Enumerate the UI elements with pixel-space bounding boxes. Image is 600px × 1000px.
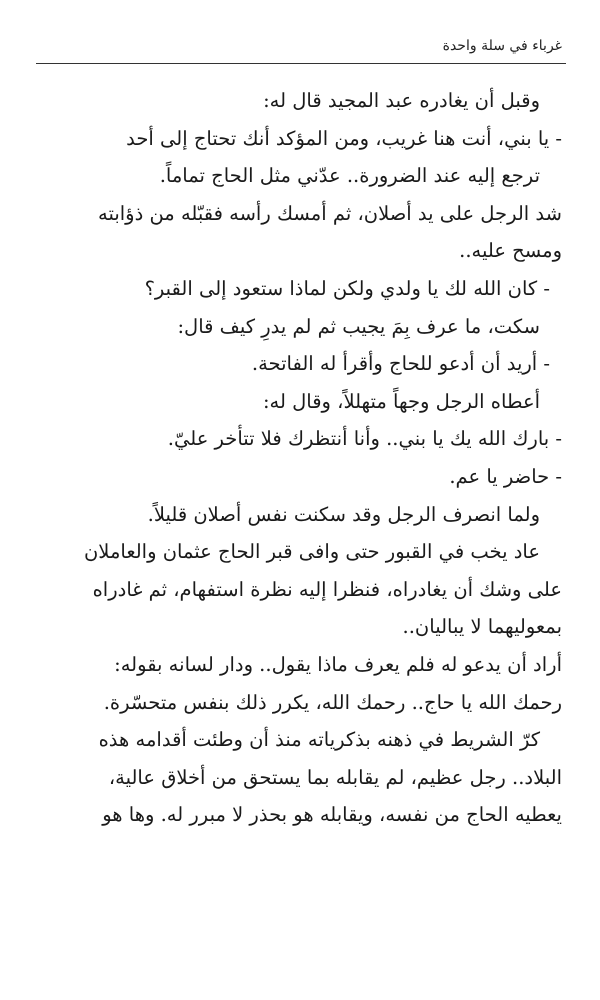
header-rule xyxy=(36,63,566,64)
running-head: غرباء في سلة واحدة xyxy=(442,38,562,54)
text-line: وقبل أن يغادره عبد المجيد قال له: xyxy=(263,89,540,112)
text-line: يعطيه الحاج من نفسه، ويقابله هو بحذر لا مبرر له. وها هو xyxy=(102,803,562,827)
text-line: أعطاه الرجل وجهاً متهللاً، وقال له: xyxy=(262,389,540,413)
text-line: - يا بني، أنت هنا غريب، ومن المؤكد أنك تحتاج إلى أحد xyxy=(126,126,562,150)
text-line: على وشك أن يغادراه، فنظرا إليه نظرة استفهام، ثم غادراه xyxy=(92,577,562,601)
text-line: ترجع إليه عند الضرورة.. عدّني مثل الحاج تماماً. xyxy=(159,164,540,188)
text-line: - بارك الله يك يا بني.. وأنا أنتظرك فلا تتأخر عليّ. xyxy=(167,427,562,451)
text-line: رحمك الله يا حاج.. رحمك الله، يكرر ذلك بنفس متحسّرة. xyxy=(103,690,562,714)
text-line: ومسح عليه.. xyxy=(459,239,562,263)
text-line: بمعوليهما لا يباليان.. xyxy=(402,615,562,639)
text-line: - أريد أن أدعو للحاج وأقرأ له الفاتحة. xyxy=(251,352,550,376)
text-line: ولما انصرف الرجل وقد سكنت نفس أصلان قليلاً. xyxy=(147,502,540,526)
body-text xyxy=(36,82,562,834)
text-line: عاد يخب في القبور حتى وافى قبر الحاج عثمان والعاملان xyxy=(83,540,540,564)
text-line: - حاضر يا عم. xyxy=(449,464,562,488)
text-line: أراد أن يدعو له فلم يعرف ماذا يقول.. ودار لسانه بقوله: xyxy=(114,652,562,676)
text-line: البلاد.. رجل عظيم، لم يقابله بما يستحق من أخلاق عالية، xyxy=(108,765,562,789)
text-line: شد الرجل على يد أصلان، ثم أمسك رأسه فقبّله من ذؤابته xyxy=(97,201,562,225)
text-line: - كان الله لك يا ولدي ولكن لماذا ستعود إلى القبر؟ xyxy=(144,276,550,300)
text-line: سكت، ما عرف بِمَ يجيب ثم لم يدرِ كيف قال: xyxy=(177,314,540,338)
text-line: كرّ الشريط في ذهنه بذكرياته منذ أن وطئت أقدامه هذه xyxy=(98,728,540,752)
